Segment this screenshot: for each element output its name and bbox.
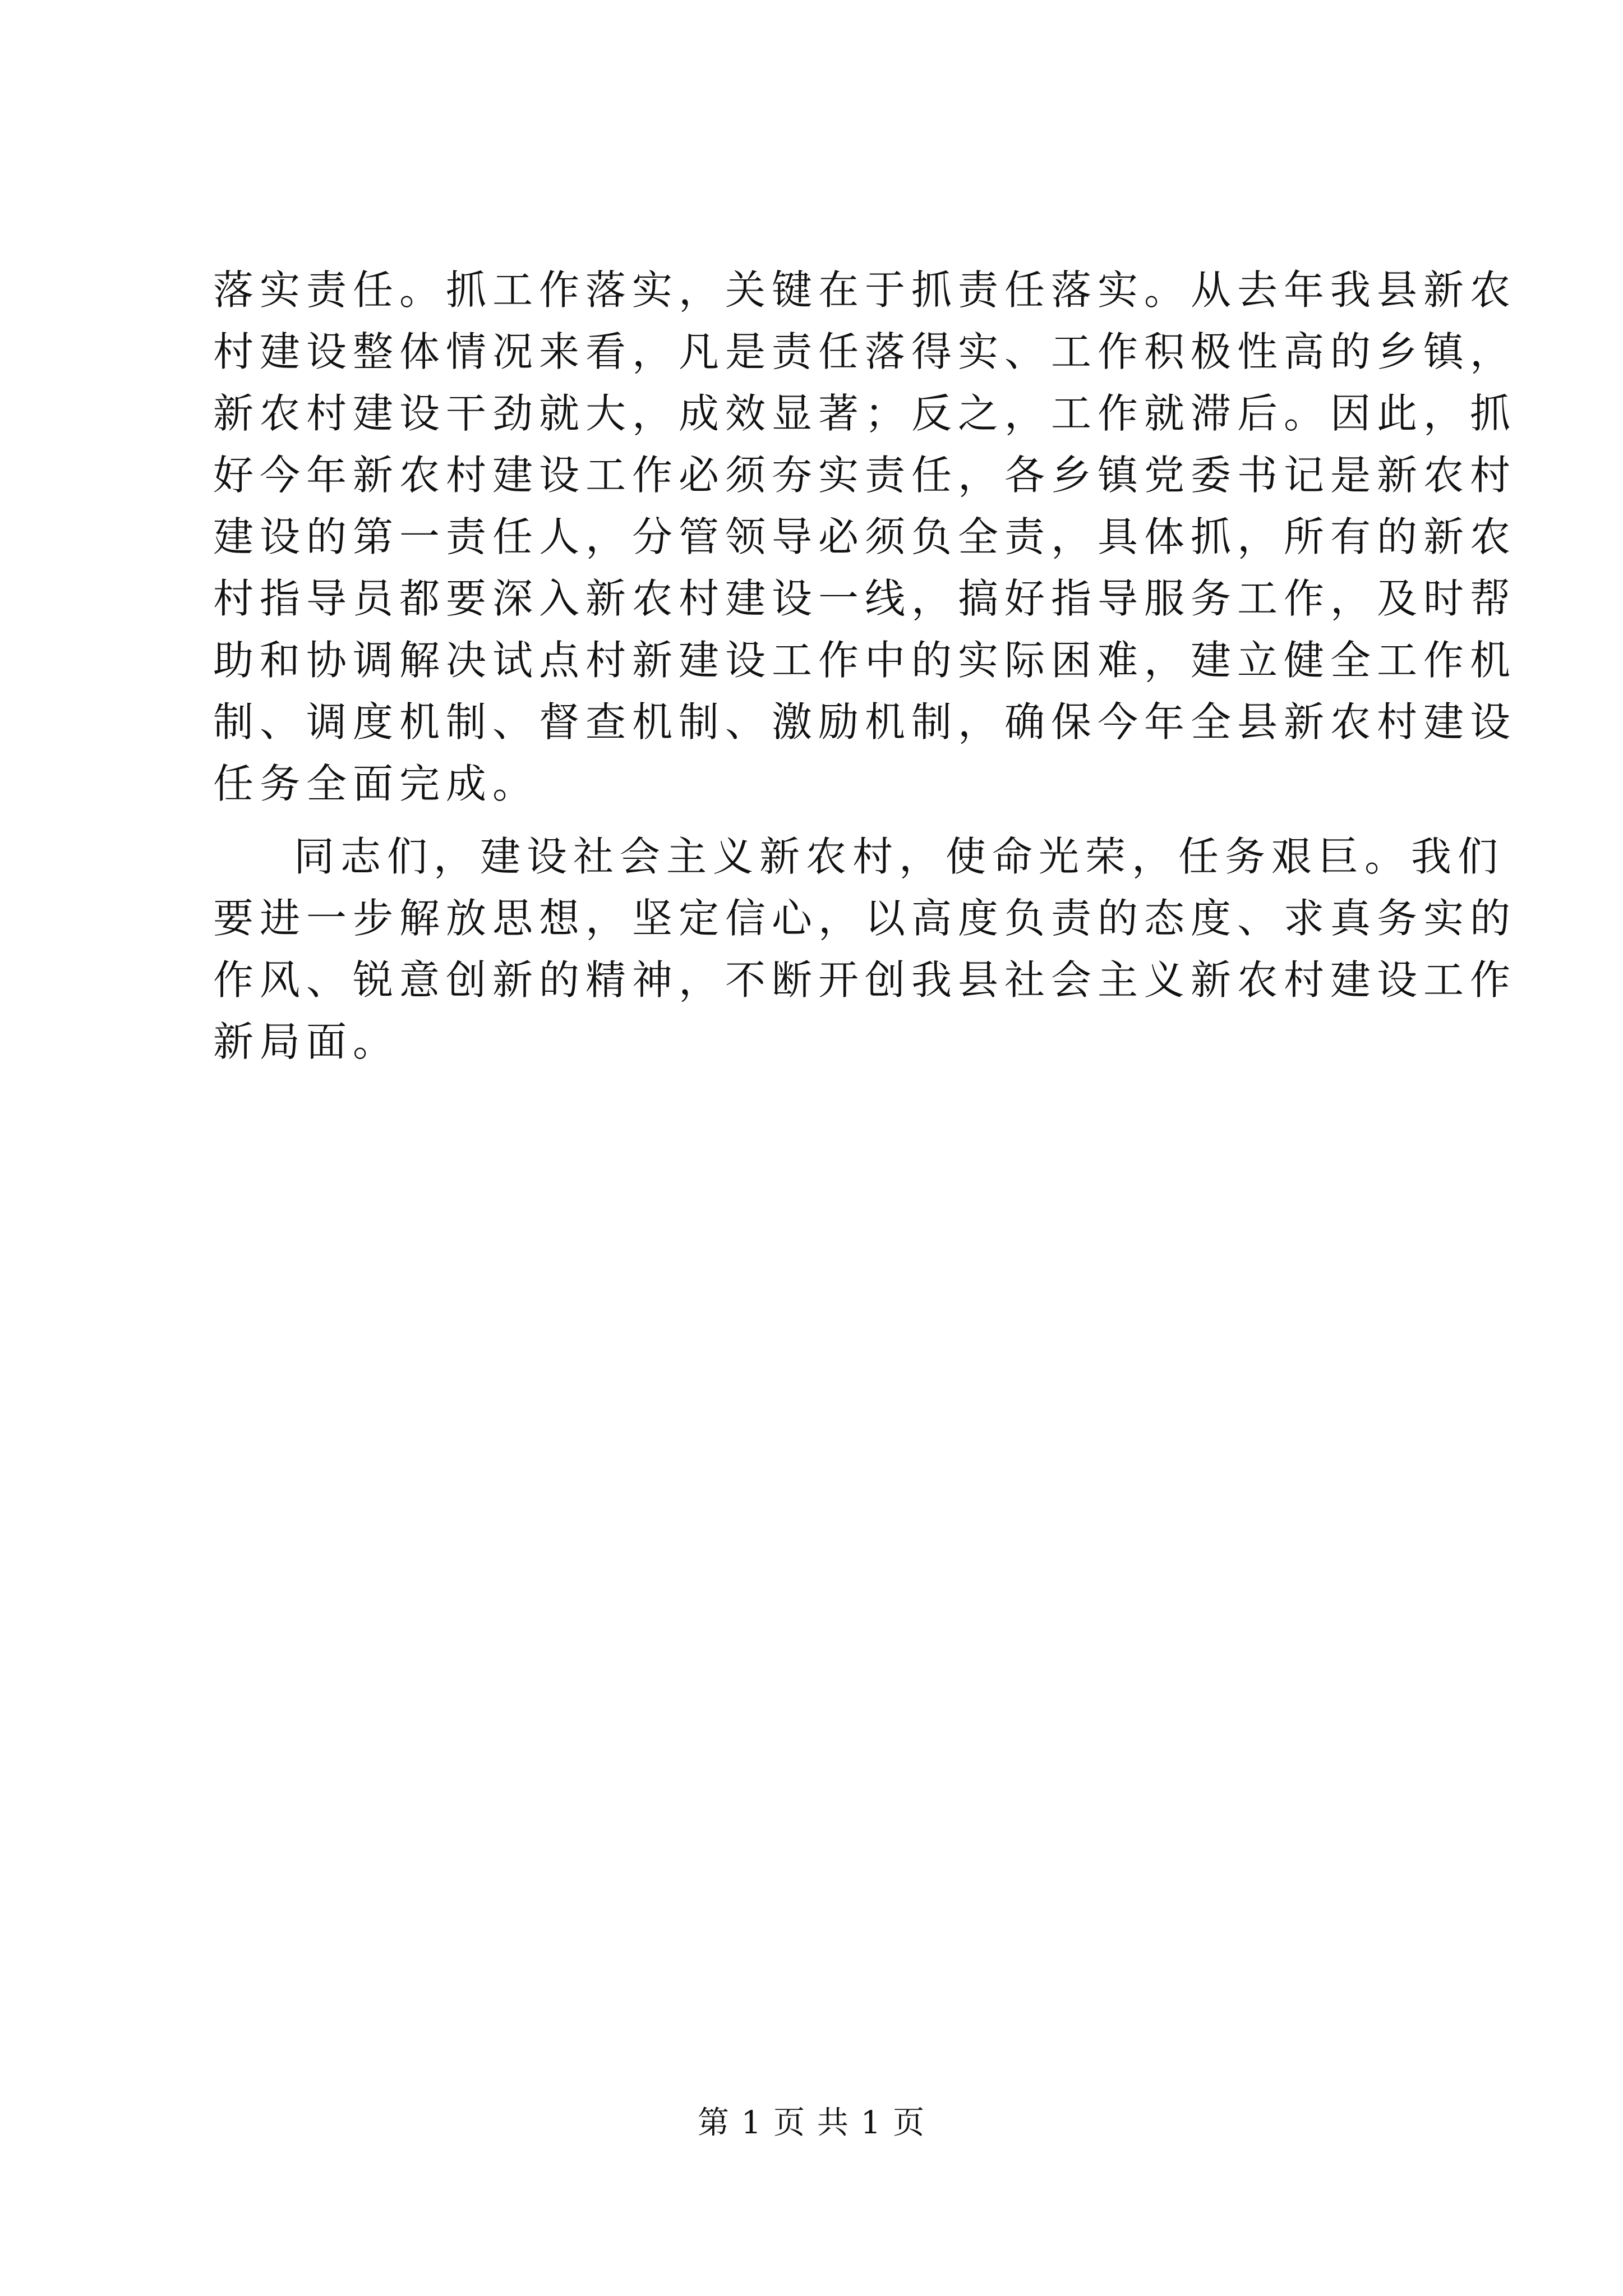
- paragraph-2-line-3: 作风、锐意创新的精神，不断开创我县社会主义新农村建设工作: [213, 956, 1517, 1004]
- page-footer: 第 1 页 共 1 页: [697, 2105, 926, 2141]
- paragraph-1-line-2: 村建设整体情况来看，凡是责任落得实、工作积极性高的乡镇，: [213, 328, 1517, 375]
- paragraph-1-line-4: 好今年新农村建设工作必须夯实责任，各乡镇党委书记是新农村: [213, 452, 1517, 499]
- paragraph-2-line-1: 同志们，建设社会主义新农村，使命光荣，任务艰巨。我们: [294, 833, 1505, 880]
- paragraph-1-line-6: 村指导员都要深入新农村建设一线，搞好指导服务工作，及时帮: [213, 575, 1517, 622]
- paragraph-1-line-7: 助和协调解决试点村新建设工作中的实际困难，建立健全工作机: [213, 637, 1517, 684]
- paragraph-1-line-8: 制、调度机制、督查机制、激励机制，确保今年全县新农村建设: [213, 698, 1517, 746]
- paragraph-1-line-9: 任务全面完成。: [213, 760, 540, 807]
- paragraph-1-line-5: 建设的第一责任人，分管领导必须负全责，具体抓，所有的新农: [213, 513, 1517, 560]
- paragraph-2-line-2: 要进一步解放思想，坚定信心，以高度负责的态度、求真务实的: [213, 895, 1517, 942]
- paragraph-1-line-1: 落实责任。抓工作落实，关键在于抓责任落实。从去年我县新农: [213, 266, 1517, 314]
- paragraph-2-line-4: 新局面。: [213, 1018, 400, 1065]
- paragraph-1-line-3: 新农村建设干劲就大，成效显著；反之，工作就滞后。因此，抓: [213, 390, 1517, 437]
